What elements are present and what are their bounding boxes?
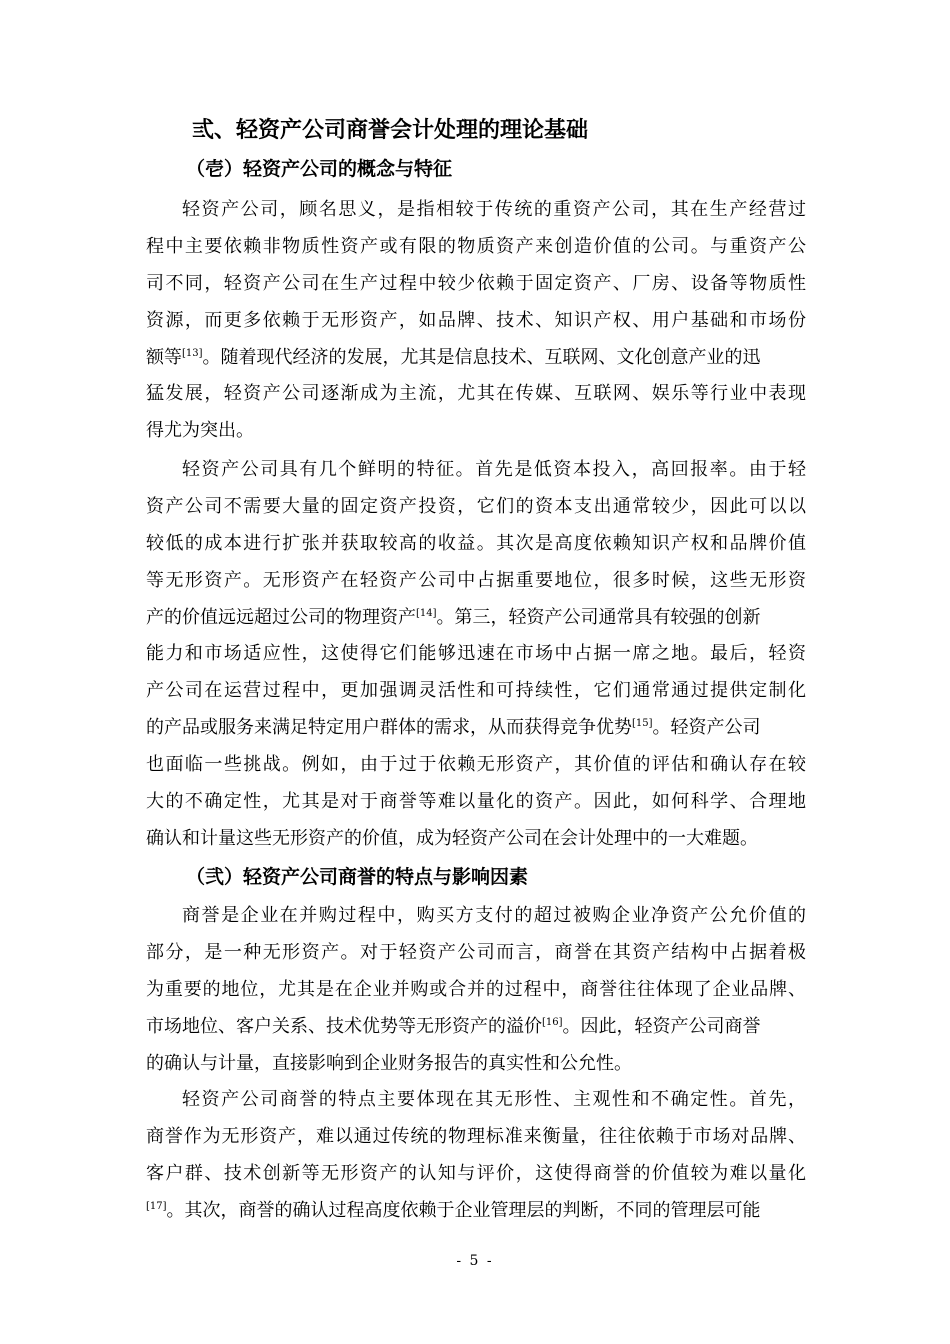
text-line	[146, 1193, 806, 1230]
text-line: 客户群、技术创新等无形资产的认知与评价，这使得商誉的价值较为难以量化	[146, 1162, 806, 1184]
subsection-title-1: （壱）轻资产公司的概念与特征	[186, 158, 453, 180]
text-line: 较低的成本进行扩张并获取较高的收益。其次是高度依赖知识产权和品牌价值	[146, 532, 806, 554]
text-line: 商誉作为无形资产，难以通过传统的物理标准来衡量，往往依赖于市场对品牌、	[146, 1125, 806, 1147]
text-run: 。其次，商誉的确认过程高度依赖于企业管理层的判断，不同的管理层可能	[166, 1199, 761, 1221]
text-line: 大的不确定性，尤其是对于商誉等难以量化的资产。因此，如何科学、合理地	[146, 791, 806, 813]
text-line: 得尤为突出。	[146, 420, 254, 442]
text-line: 产公司在运营过程中，更加强调灵活性和可持续性，它们通常通过提供定制化	[146, 680, 806, 702]
text-line	[146, 340, 806, 377]
section-title: 弎、轻资产公司商誉会计处理的理论基础	[192, 118, 589, 143]
paragraph-2	[146, 452, 806, 858]
text-line: 资产公司不需要大量的固定资产投资，它们的资本支出通常较少，因此可以以	[146, 495, 806, 517]
text-run: 。第三，轻资产公司通常具有较强的创新	[436, 606, 761, 628]
text-line: 能力和市场适应性，这使得它们能够迅速在市场中占据一席之地。最后，轻资	[146, 643, 806, 665]
paragraph-3	[146, 898, 806, 1082]
citation-13: [13]	[182, 347, 203, 359]
citation-16: [16]	[542, 1016, 563, 1028]
paragraph-1	[146, 192, 806, 450]
text-line: 轻资产公司，顾名思义，是指相较于传统的重资产公司，其在生产经营过	[182, 199, 806, 220]
citation-17: [17]	[146, 1200, 167, 1212]
text-line: 也面临一些挑战。例如，由于过于依赖无形资产，其价值的评估和确认存在较	[146, 754, 806, 776]
text-line: 资源，而更多依赖于无形资产，如品牌、技术、知识产权、用户基础和市场份	[146, 309, 806, 331]
text-run: 产的价值远远超过公司的物理资产	[146, 606, 416, 628]
paragraph-4	[146, 1082, 806, 1230]
text-line	[146, 600, 806, 637]
text-run: 的产品或服务来满足特定用户群体的需求，从而获得竞争优势	[146, 717, 632, 739]
text-line	[146, 710, 806, 747]
text-line: 司不同，轻资产公司在生产过程中较少依赖于固定资产、厂房、设备等物质性	[146, 272, 806, 294]
text-run: 。因此，轻资产公司商誉	[562, 1015, 761, 1037]
text-line: 商誉是企业在并购过程中，购买方支付的超过被购企业净资产公允价值的	[182, 905, 806, 926]
text-line: 为重要的地位，尤其是在企业并购或合并的过程中，商誉往往体现了企业品牌、	[146, 978, 806, 1000]
subsection-title-2: （弐）轻资产公司商誉的特点与影响因素	[186, 866, 529, 888]
page-number: - 5 -	[456, 1253, 494, 1269]
text-line: 部分，是一种无形资产。对于轻资产公司而言，商誉在其资产结构中占据着极	[146, 941, 806, 963]
text-line: 等无形资产。无形资产在轻资产公司中占据重要地位，很多时候，这些无形资	[146, 569, 806, 591]
text-run: 额等	[146, 346, 182, 368]
text-line: 确认和计量这些无形资产的价值，成为轻资产公司在会计处理中的一大难题。	[146, 827, 758, 849]
text-line: 轻资产公司具有几个鲜明的特征。首先是低资本投入，高回报率。由于轻	[182, 459, 806, 480]
text-line	[146, 1009, 806, 1046]
text-run: 。随着现代经济的发展，尤其是信息技术、互联网、文化创意产业的迅	[202, 346, 761, 368]
text-line: 猛发展，轻资产公司逐渐成为主流，尤其在传媒、互联网、娱乐等行业中表现	[146, 383, 806, 405]
text-line: 轻资产公司商誉的特点主要体现在其无形性、主观性和不确定性。首先，	[182, 1089, 806, 1110]
citation-15: [15]	[632, 718, 653, 730]
text-run: 。轻资产公司	[652, 717, 761, 739]
text-line: 程中主要依赖非物质性资产或有限的物质资产来创造价值的公司。与重资产公	[146, 235, 806, 257]
text-line: 的确认与计量，直接影响到企业财务报告的真实性和公允性。	[146, 1052, 632, 1074]
citation-14: [14]	[416, 607, 437, 619]
text-run: 市场地位、客户关系、技术优势等无形资产的溢价	[146, 1015, 542, 1037]
